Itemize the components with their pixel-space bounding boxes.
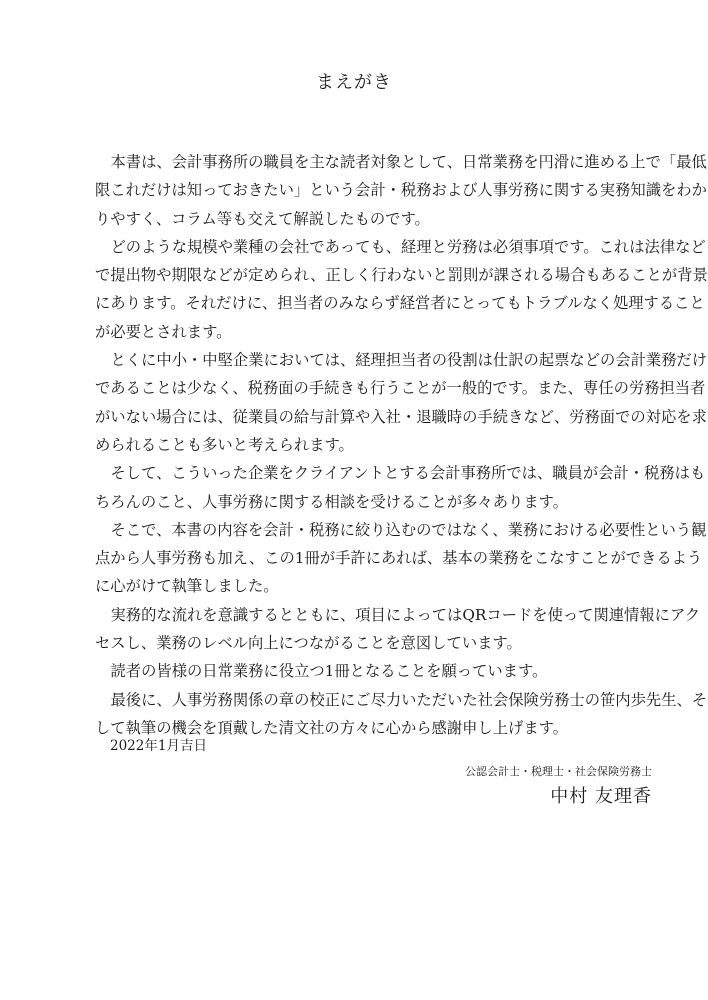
text-line: 最後に、人事労務関係の章の校正にご尽力いただいた社会保険労務士の笹内歩先生、そ [110, 690, 708, 709]
date: 2022年1月吉日 [110, 738, 207, 754]
text-line: 実務的な流れを意識するとともに、項目によってはQRコードを使って関連情報にアク [110, 605, 701, 624]
author-credentials: 公認会計士・税理士・社会保険労務士 [465, 765, 652, 778]
text-line: が必要とされます。 [95, 322, 232, 341]
text-line: にあります。それだけに、担当者のみならず経営者にとってもトラブルなく処理すること [95, 294, 705, 313]
text-line: であることは少なく、税務面の手続きも行うことが一般的です。また、専任の労務担当者 [95, 379, 706, 398]
text-line: セスし、業務のレベル向上につながることを意図しています。 [95, 634, 522, 653]
page-title: まえがき [316, 72, 392, 93]
text-line: められることも多いと考えられます。 [95, 435, 354, 454]
text-line: そして、こういった企業をクライアントとする会計事務所では、職員が会計・税務はも [110, 464, 706, 483]
text-line: どのような規模や業種の会社であっても、経理と労務は必須事項です。これは法律など [110, 237, 706, 256]
text-line: ちろんのこと、人事労務に関する相談を受けることが多々あります。 [95, 492, 568, 511]
text-line: りやすく、コラム等も交えて解説したものです。 [95, 209, 430, 228]
text-line: 本書は、会計事務所の職員を主な読者対象として、日常業務を円滑に進める上で「最低 [110, 153, 707, 171]
text-line: そこで、本書の内容を会計・税務に絞り込むのではなく、業務における必要性という観 [110, 520, 707, 539]
text-line: で提出物や期限などが定められ、正しく行わないと罰則が課される場合もあることが背景 [95, 266, 708, 285]
text-line: して執筆の機会を頂戴した清文社の方々に心から感謝申し上げます。 [95, 718, 568, 737]
text-line: がいない場合には、従業員の給与計算や入社・退職時の手続きなど、労務面での対応を求 [95, 407, 707, 426]
text-line: に心がけて執筆しました。 [95, 577, 279, 596]
text-line: 読者の皆様の日常業務に役立つ1冊となることを願っています。 [110, 662, 548, 681]
text-line: 限これだけは知っておきたい」という会計・税務および人事労務に関する実務知識をわか [95, 181, 707, 200]
text-line: 点から人事労務も加え、この1冊が手許にあれば、基本の業務をこなすことができるよう [95, 549, 703, 568]
text-line: とくに中小・中堅企業においては、経理担当者の役割は仕訳の起票などの会計業務だけ [110, 351, 708, 370]
author-name: 中村 友理香 [550, 786, 652, 807]
preface-body [95, 148, 708, 742]
